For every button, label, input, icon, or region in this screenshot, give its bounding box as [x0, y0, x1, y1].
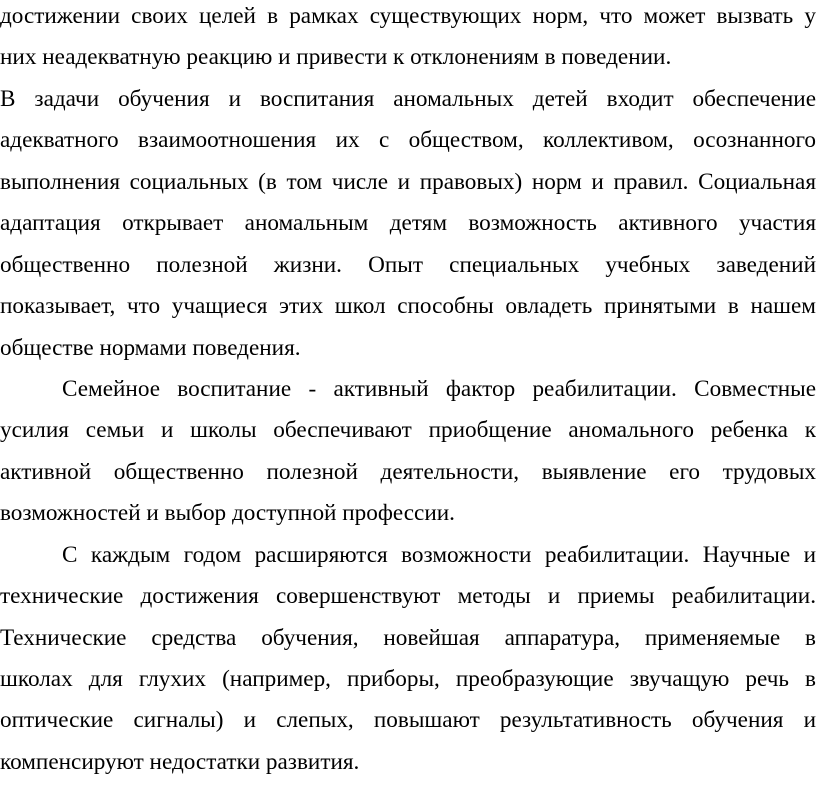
text-line: С каждым годом расширяются возможности реабилитации. Научные и — [62, 541, 816, 568]
text-line: общественно полезной жизни. Опыт специальных учебных заведений — [0, 251, 816, 278]
text-line: выполнения социальных (в том числе и правовых) норм и правил. Социальная — [0, 168, 816, 195]
text-line: компенсируют недостатки развития. — [0, 748, 360, 775]
text-line: Технические средства обучения, новейшая аппаратура, применяемые в — [0, 624, 816, 651]
text-line: адаптация открывает аномальным детям возможность активного участия — [0, 210, 816, 237]
text-line: Семейное воспитание - активный фактор реабилитации. Совместные — [62, 375, 816, 402]
text-line: адекватного взаимоотношения их с обществом, коллективом, осознанного — [0, 127, 816, 154]
text-line: В задачи обучения и воспитания аномальных детей входит обеспечение — [0, 85, 816, 112]
text-line: оптические сигналы) и слепых, повышают результативность обучения и — [0, 707, 816, 734]
text-line: достижении своих целей в рамках существующих норм, что может вызвать у — [0, 3, 816, 29]
text-line: обществе нормами поведения. — [0, 334, 301, 361]
text-line: активной общественно полезной деятельности, выявление его трудовых — [0, 458, 816, 485]
paragraph-2 — [0, 79, 816, 369]
paragraph-1 — [0, 0, 816, 79]
text-line: школах для глухих (например, приборы, преобразующие звучащую речь в — [0, 666, 816, 692]
text-line: усилия семьи и школы обеспечивают приобщение аномального ребенка к — [0, 417, 816, 444]
text-line: возможностей и выбор доступной профессии. — [0, 500, 455, 527]
text-line: них неадекватную реакцию и привести к отклонениям в поведении. — [0, 44, 672, 71]
paragraph-3 — [0, 369, 816, 535]
text-line: показывает, что учащиеся этих школ способны овладеть принятыми в нашем — [0, 293, 816, 320]
paragraph-4 — [0, 535, 816, 784]
text-line: технические достижения совершенствуют методы и приемы реабилитации. — [0, 583, 816, 610]
